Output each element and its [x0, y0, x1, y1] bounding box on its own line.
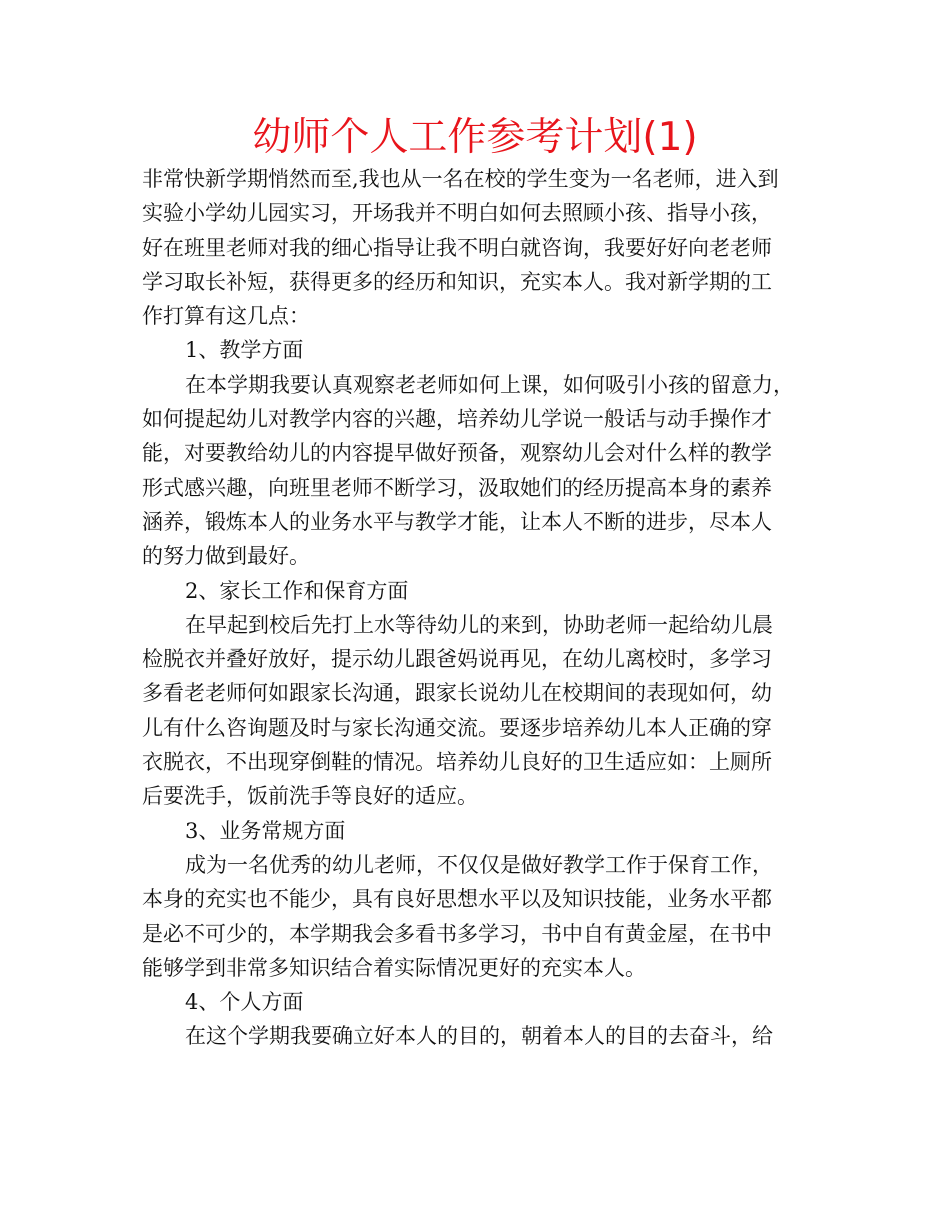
text-line: 4、个人方面 — [185, 990, 304, 1015]
text-line: 后要洗手，饭前洗手等良好的适应。 — [142, 784, 478, 809]
text-line: 是必不可少的，本学期我会多看书多学习，书中自有黄金屋，在书中 — [142, 921, 772, 946]
text-line: 衣脱衣，不出现穿倒鞋的情况。培养幼儿良好的卫生适应如：上厕所 — [142, 750, 772, 775]
text-line: 2、家长工作和保育方面 — [185, 578, 409, 603]
document-body — [142, 162, 822, 1054]
text-line: 非常快新学期悄然而至,我也从一名在校的学生变为一名老师，进入到 — [142, 167, 779, 191]
text-line: 能，对要教给幼儿的内容提早做好预备，观察幼儿会对什么样的教学 — [142, 441, 772, 466]
text-line: 好在班里老师对我的细心指导让我不明白就咨询，我要好好向老老师 — [142, 235, 772, 260]
text-line: 能够学到非常多知识结合着实际情况更好的充实本人。 — [142, 955, 646, 980]
text-line: 3、业务常规方面 — [185, 818, 346, 843]
text-line: 涵养，锻炼本人的业务水平与教学才能，让本人不断的进步，尽本人 — [142, 509, 772, 534]
text-line: 学习取长补短，获得更多的经历和知识，充实本人。我对新学期的工 — [142, 269, 772, 294]
text-line: 检脱衣并叠好放好，提示幼儿跟爸妈说再见，在幼儿离校时，多学习 — [142, 647, 772, 672]
text-line: 在早起到校后先打上水等待幼儿的来到，协助老师一起给幼儿晨 — [185, 612, 773, 637]
text-line: 成为一名优秀的幼儿老师，不仅仅是做好教学工作于保育工作， — [185, 852, 773, 877]
text-line: 的努力做到最好。 — [142, 544, 310, 569]
text-line: 在这个学期我要确立好本人的目的，朝着本人的目的去奋斗，给 — [185, 1024, 773, 1049]
text-line: 作打算有这几点： — [142, 304, 310, 329]
text-line: 本身的充实也不能少，具有良好思想水平以及知识技能，业务水平都 — [142, 887, 772, 912]
text-line: 儿有什么咨询题及时与家长沟通交流。要逐步培养幼儿本人正确的穿 — [142, 715, 772, 740]
text-line: 实验小学幼儿园实习，开场我并不明白如何去照顾小孩、指导小孩， — [142, 201, 772, 226]
text-line: 形式感兴趣，向班里老师不断学习，汲取她们的经历提高本身的素养 — [142, 475, 772, 500]
text-line: 多看老老师何如跟家长沟通，跟家长说幼儿在校期间的表现如何，幼 — [142, 681, 772, 706]
text-line: 如何提起幼儿对教学内容的兴趣，培养幼儿学说一般话与动手操作才 — [142, 407, 772, 432]
text-line: 1、教学方面 — [185, 338, 304, 363]
document-title: 幼师个人工作参考计划(1) — [252, 115, 698, 160]
text-line: 在本学期我要认真观察老老师如何上课，如何吸引小孩的留意力， — [185, 372, 794, 397]
